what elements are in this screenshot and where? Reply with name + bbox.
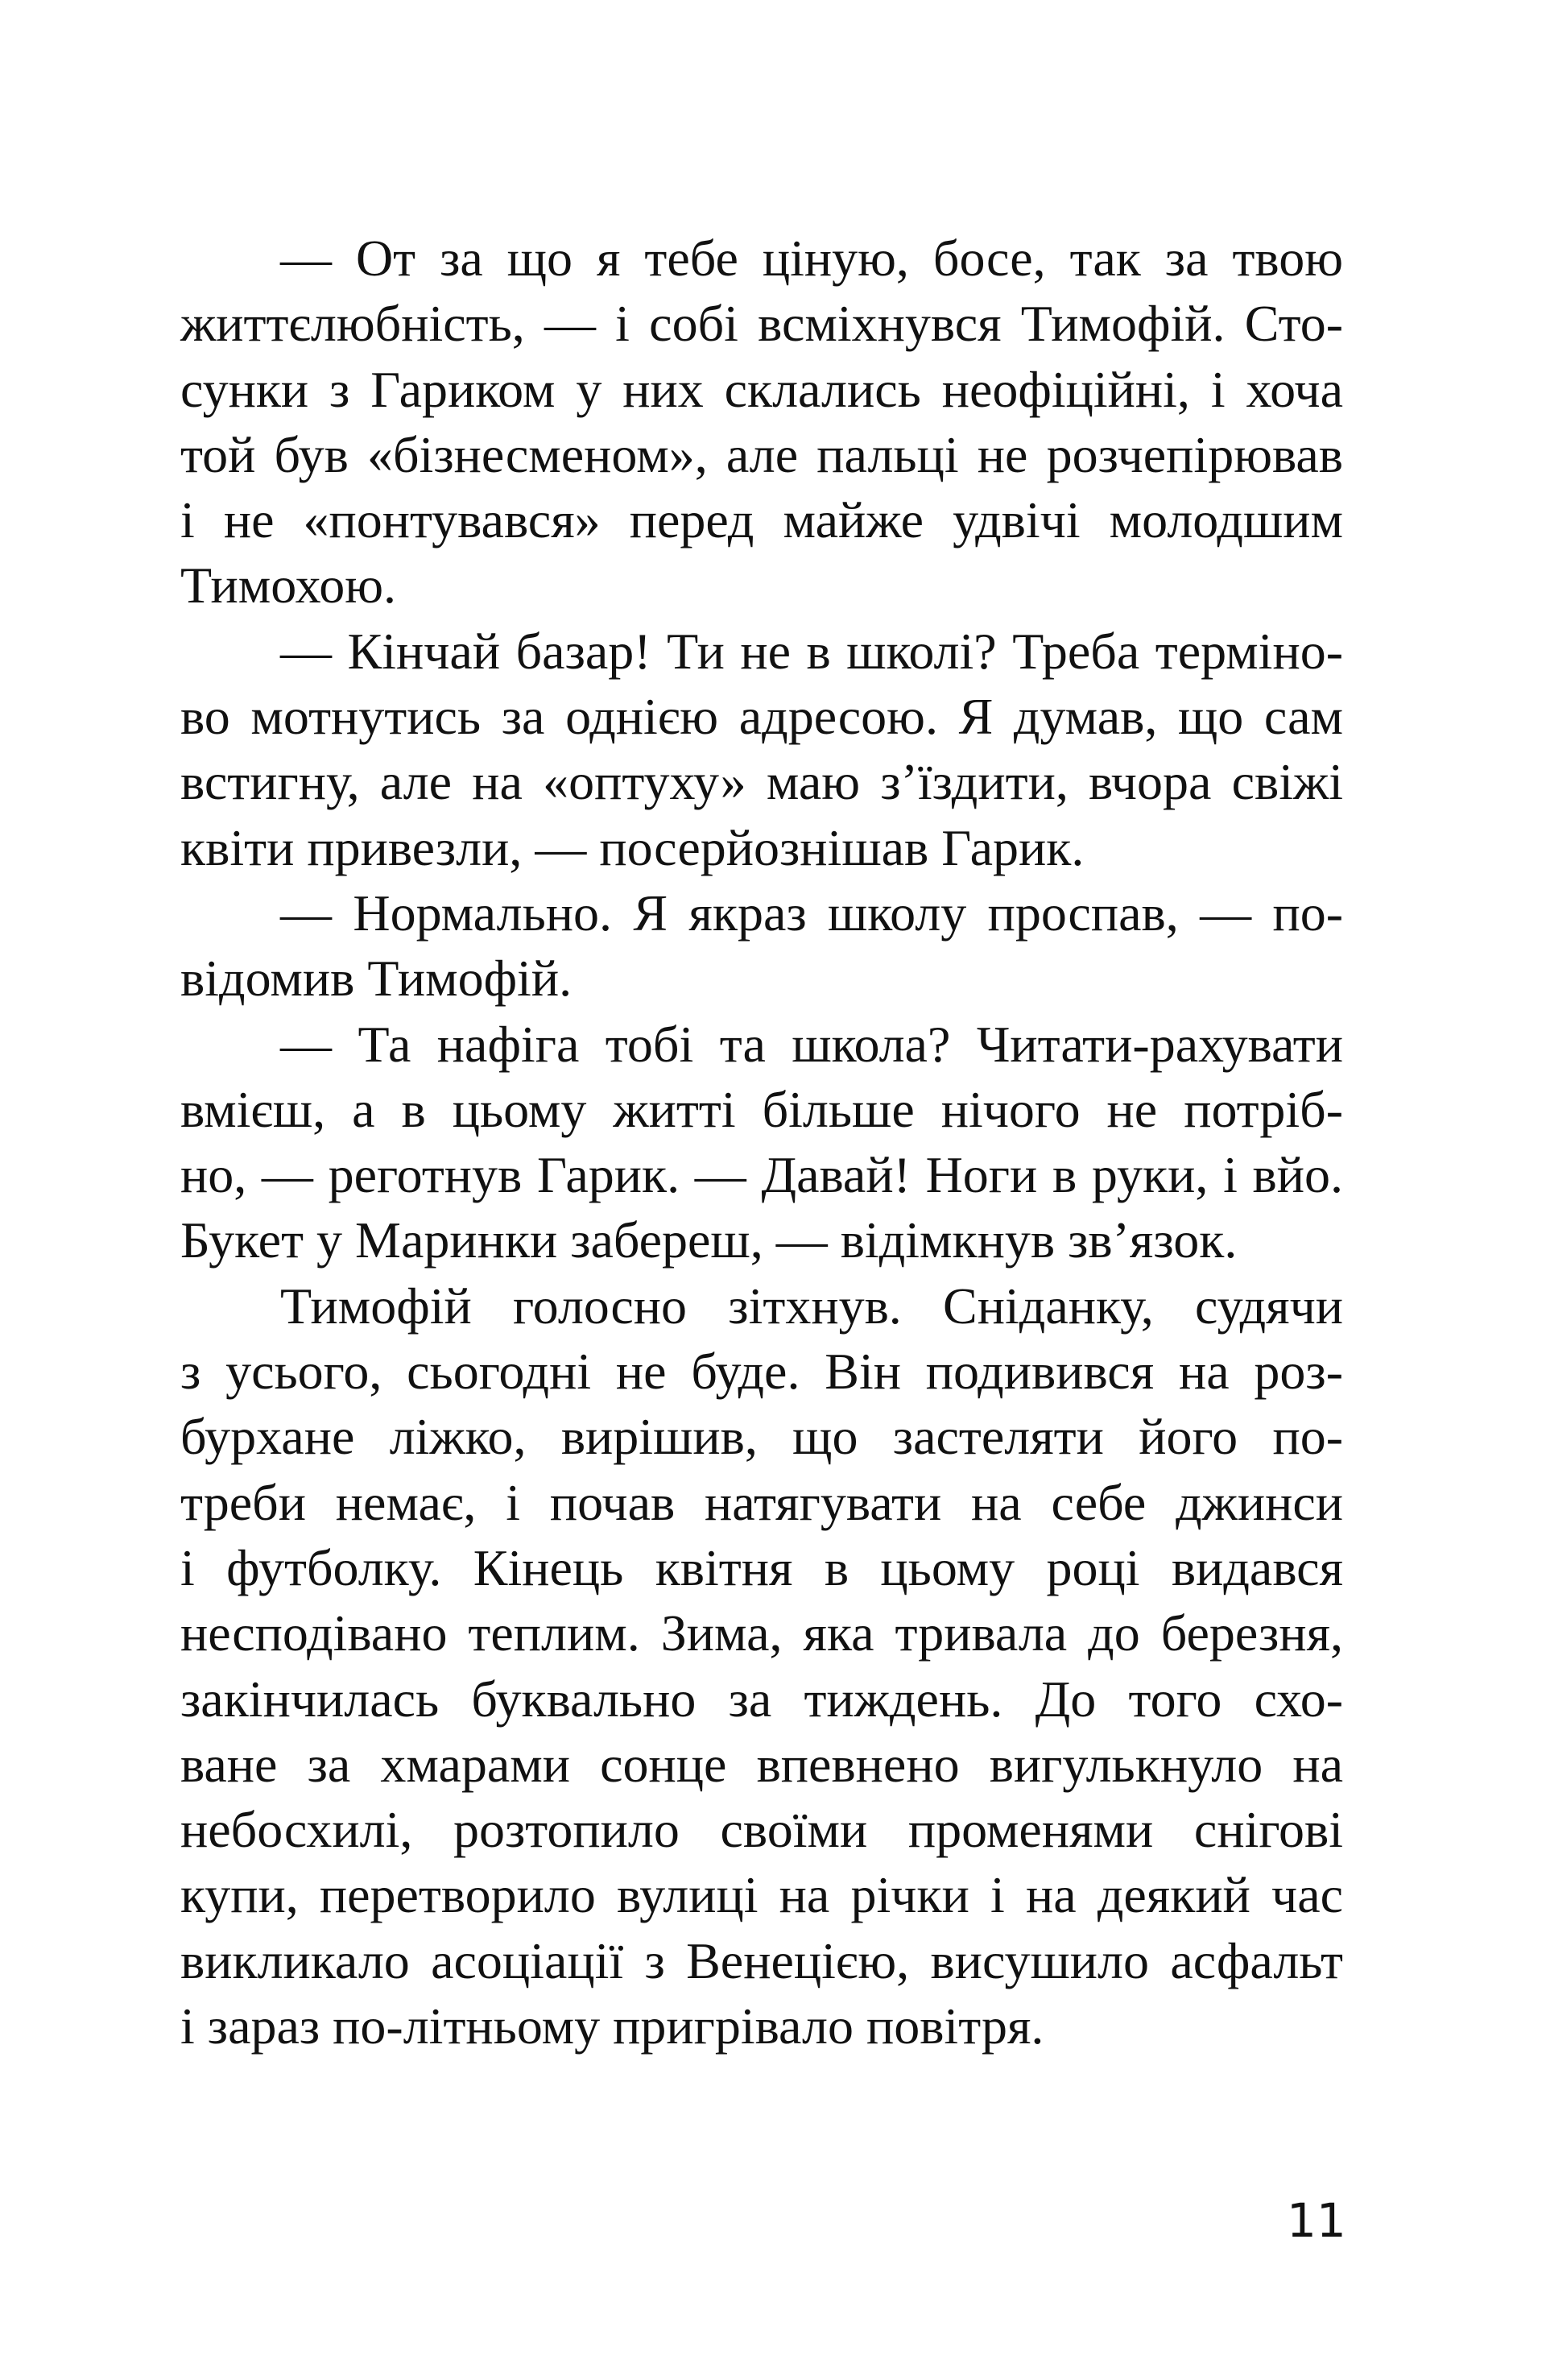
text-line: Букет у Маринки забереш, — відімкнув зв’язок. <box>180 1211 1238 1269</box>
text-line: бурхане ліжко, вирішив, що застеляти його по- <box>180 1408 1343 1466</box>
text-line: закінчилась буквально за тиждень. До того схо- <box>180 1670 1343 1728</box>
paragraph-3 <box>180 880 1343 1012</box>
paragraph-1 <box>180 226 1343 619</box>
text-line: квіти привезли, — посерйознішав Гарик. <box>180 818 1085 876</box>
text-line: життєлюбність, — і собі всміхнувся Тимофій. Сто- <box>180 295 1343 353</box>
paragraph-4 <box>180 1012 1343 1273</box>
paragraph-2 <box>180 619 1343 880</box>
text-line: Тимофій голосно зітхнув. Сніданку, судячи <box>280 1277 1343 1335</box>
text-line: встигну, але на «оптуху» маю з’їздити, вчора свіжі <box>180 753 1343 811</box>
text-line: і не «понтувався» перед майже удвічі молодшим <box>180 491 1343 549</box>
text-line: но, — реготнув Гарик. — Давай! Ноги в руки, і вйо. <box>180 1146 1343 1204</box>
body-text <box>180 226 1343 2059</box>
text-line: сунки з Гариком у них склались неофіційні, і хоча <box>180 360 1343 418</box>
text-line: викликало асоціації з Венецією, висушило асфальт <box>180 1931 1343 1989</box>
text-line: — Нормально. Я якраз школу проспав, — по- <box>280 884 1343 942</box>
text-line: той був «бізнесменом», але пальці не розчепірював <box>180 425 1343 483</box>
text-line: і футболку. Кінець квітня в цьому році видався <box>180 1538 1343 1596</box>
text-line: небосхилі, розтопило своїми променями снігові <box>180 1801 1343 1859</box>
text-line: купи, перетворило вулиці на річки і на деякий час <box>180 1866 1343 1924</box>
text-line: з усього, сьогодні не буде. Він подивився на роз- <box>180 1343 1343 1401</box>
text-line: і зараз по-літньому пригрівало повітря. <box>180 1997 1044 2055</box>
text-line: вмієш, а в цьому житті більше нічого не потріб- <box>180 1080 1343 1138</box>
text-line: — Та нафіга тобі та школа? Читати-рахувати <box>280 1015 1343 1073</box>
text-line: відомив Тимофій. <box>180 950 573 1008</box>
text-line: — Кінчай базар! Ти не в школі? Треба терміно- <box>280 622 1343 680</box>
page-number: 11 <box>1287 2193 1346 2248</box>
text-line: во мотнутись за однією адресою. Я думав, що сам <box>180 688 1343 746</box>
text-line: — От за що я тебе ціную, босе, так за твою <box>280 230 1343 287</box>
text-line: ване за хмарами сонце впевнено вигулькнуло на <box>180 1735 1343 1793</box>
paragraph-5 <box>180 1273 1343 2059</box>
text-line: Тимохою. <box>180 557 397 615</box>
text-line: треби немає, і почав натягувати на себе джинси <box>180 1473 1343 1531</box>
text-line: несподівано теплим. Зима, яка тривала до березня, <box>180 1604 1343 1662</box>
